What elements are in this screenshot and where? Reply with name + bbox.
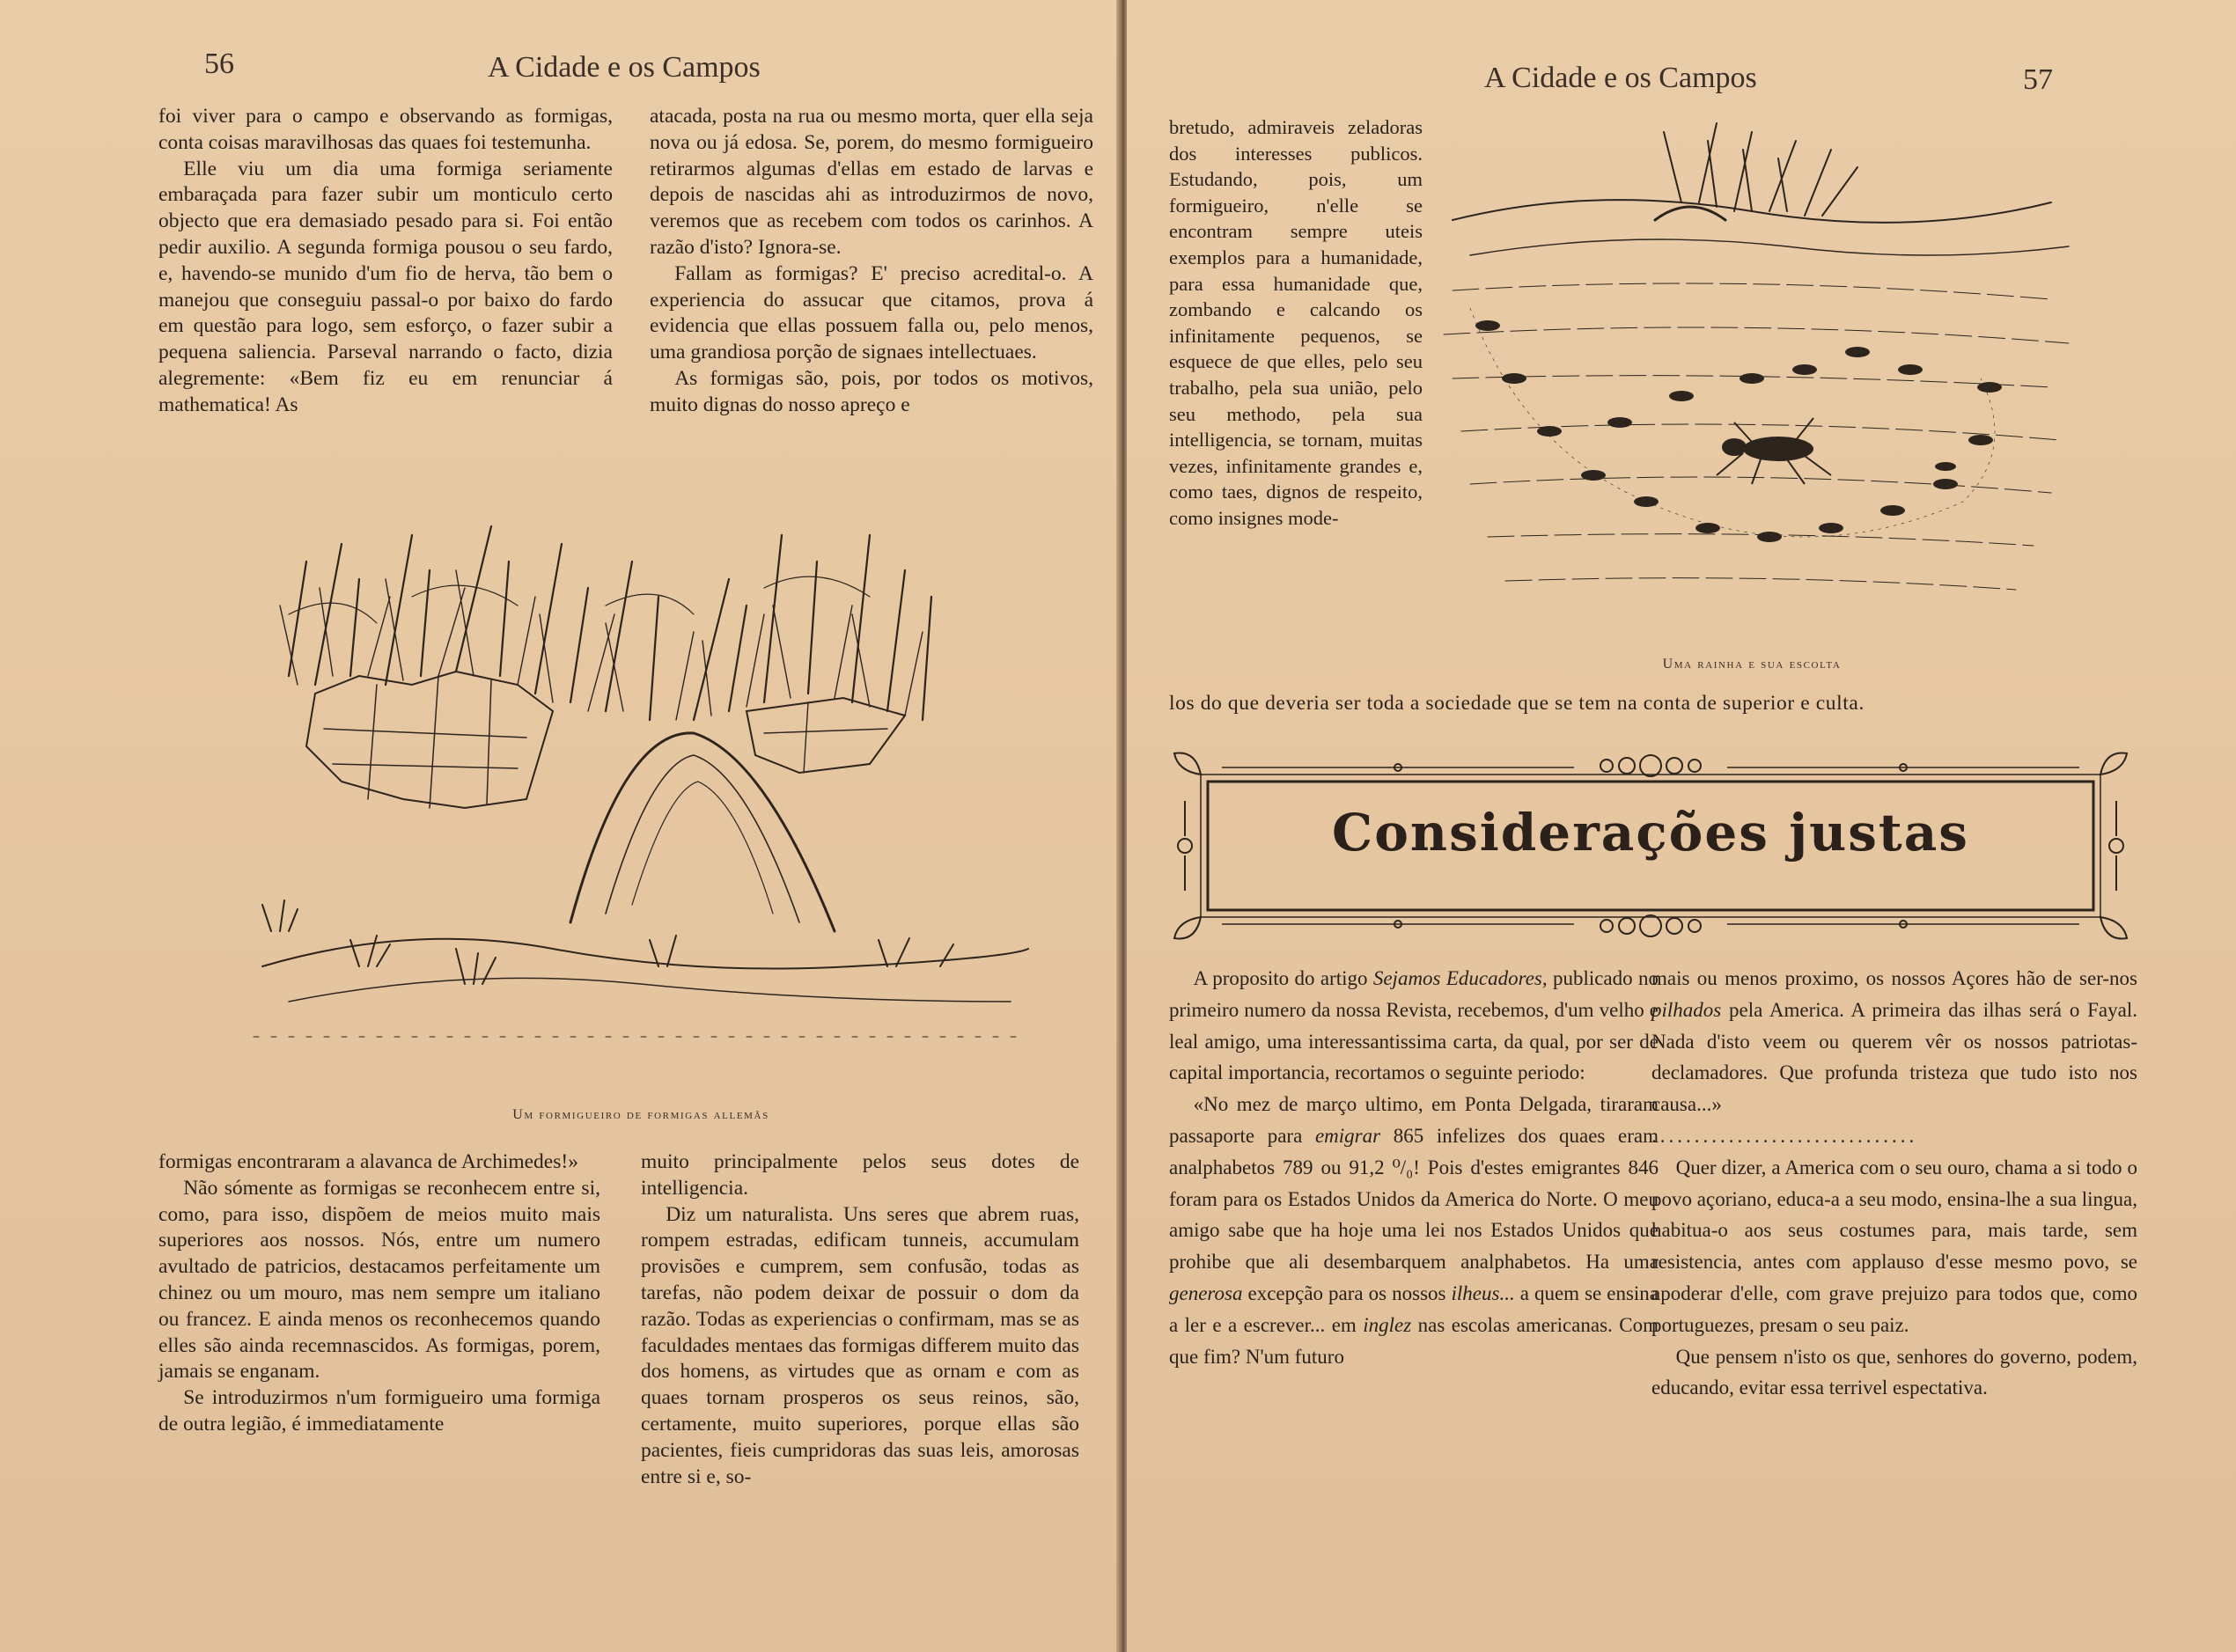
ant-queen-illustration [1417,114,2086,642]
italic-text: pilhados [1651,998,1722,1021]
paragraph: Fallam as formigas? E' preciso acredital-o. A experiencia do assucar que citamos, prova á evidencia que ellas possuem falla ou, pelo menos, uma grandiosa porção de signaes intellectuaes. [650,261,1093,364]
figure-caption: Uma rainha e sua escolta [1662,657,1842,672]
left-column-1-bottom [158,1149,600,1438]
paragraph [1169,963,1659,1089]
paragraph: muito principalmente pelos seus dotes de intelligencia. [641,1150,1079,1200]
right-page [1127,0,2236,1652]
paragraph: Que pensem n'isto os que, senhores do governo, podem, educando, evitar essa terrivel espectativa. [1651,1345,2137,1399]
page-number: 57 [2023,63,2053,96]
section-title-frame [1169,748,2132,943]
running-head: A Cidade e os Campos [1484,62,1757,94]
text: «No mez de março ultimo, em Ponta Delgada, tiraram passaporte para [1169,1093,1659,1147]
paragraph: atacada, posta na rua ou mesmo morta, quer ella seja nova ou já edosa. Se, porem, do mesmo formigueiro retirarmos algumas d'ellas em estado de larvas e depois de nascidas ahi as introduzirmos de novo, veremos que as recebem com todos os carinhos. A razão d'isto? Ignora-se. [650,105,1093,259]
paragraph [1169,1089,1659,1372]
paragraph [1651,963,2137,1120]
text: a quem se ensina a ler e a escrever... em [1169,1281,1659,1336]
italic-text: inglez [1363,1313,1412,1336]
section-title: Considerações justas [1332,803,1969,863]
paragraph: Se introduzirmos n'um formigueiro uma formiga de outra legião, é immediatamente [158,1386,600,1435]
text: 865 infelizes dos quaes eram analphabetos 789 ou 91,2 ⁰/₀! Pois d'estes emigrantes 846 foram para os Estados Unidos da America do Norte. O meu amigo sabe que ha hoje uma lei nos Estados Unidos que prohibe que ali desembarquem analphabetos. Ha uma [1169,1124,1659,1274]
paragraph: bretudo, admiraveis zeladoras dos interesses publicos. Estudando, pois, um formigueiro, n'elle se encontram sempre uteis exemplos para a humanidade, para essa humanidade que, zombando e calcando os infinitamente pequenos, se esquece de que elles, pelo seu trabalho, pela sua união, pelo seu methodo, pela sua intelligencia, se tornam, muitas vezes, infinitamente grandes e, como taes, dignos de respeito, como insignes mode- [1169,116,1423,529]
left-column-2-bottom [641,1149,1079,1490]
left-column-2-top [650,104,1093,419]
text: publicado no primeiro numero da nossa Revista, recebemos, d'um velho e leal amigo, uma interessantissima carta, da qual, por ser de capital importancia, recortamos o seguinte periodo: [1169,967,1659,1084]
paragraph: As formigas são, pois, por todos os motivos, muito dignas do nosso apreço e [650,366,1093,416]
paragraph: Quer dizer, a America com o seu ouro, chama a si todo o povo açoriano, educa-a a seu modo, ensina-lhe a sua lingua, habitua-o aos seus costumes para, mais tarde, sem resistencia, antes com applauso d'esse mesmo povo, se apoderar d'elle, com grave prejuizo para todos que, como portuguezes, presam o seu paiz. [1651,1156,2137,1336]
italic-text: generosa [1169,1281,1243,1304]
right-column-1 [1169,963,1659,1372]
paragraph: foi viver para o campo e observando as formigas, conta coisas maravilhosas das quaes foi testemunha. [158,105,613,154]
italic-text: Sejamos Educadores, [1372,967,1548,989]
text: pela America. A primeira das ilhas será o Fayal. Nada d'isto veem ou querem vêr os nossos patriotas-declamadores. Que profunda tristeza que tudo isto nos causa...» [1651,998,2137,1116]
text: excepção para os nossos [1242,1281,1452,1304]
paragraph: Não sómente as formigas se reconhecem entre si, como, para isso, dispõem de meios muito mais superiores aos nossos. Nós, entre um numero avultado de patricios, destacamos perfeitamente um chinez ou um mouro, mas nem sempre um italiano ou francez. E ainda menos os reconhecemos quando elles são ainda recemnascidos. As formigas, porem, jamais se enganam. [158,1176,600,1384]
paragraph: formigas encontraram a alavanca de Archimedes!» [158,1150,578,1173]
italic-text: ilheus... [1451,1281,1515,1304]
anthill-illustration [236,509,1046,1072]
narrow-column [1169,114,1423,532]
dotted-separator: ............................... [1651,1124,1918,1147]
figure-caption: Um formigueiro de formigas allemãs [512,1107,769,1122]
page-number: 56 [204,48,234,80]
paragraph: Diz um naturalista. Uns seres que abrem ruas, rompem estradas, edificam tunneis, accumulam provisões e cumprem, sem confusão, todas as tarefas, não podem deixar de possuir o dom da razão. Todas as experiencias o confirmam, mas se as faculdades mentaes das formigas differem muito das dos homens, as virtudes que as ornam e com as quaes tornam prosperos os seus reinos, são, certamente, muito superiores, porque ellas são pacientes, fieis cumpridoras das suas leis, amorosas entre si e, so- [641,1202,1079,1488]
left-column-1-top [158,104,613,419]
continuation-line: los do que deveria ser toda a sociedade que se tem na conta de superior e culta. [1169,692,1865,715]
text: nas escolas americanas. Com que fim? N'um futuro [1169,1313,1659,1368]
paragraph: Elle viu um dia uma formiga seriamente embaraçada para fazer subir um monticulo certo objecto que era demasiado pesado para si. Foi então pedir auxilio. A segunda formiga pousou o seu fardo, e, havendo-se munido d'um fio de herva, tão bem o manejou que conseguiu passal-o por baixo do fardo em questão para logo, sem esforço, o fazer subir a pequena saliencia. Parseval narrando o facto, dizia alegremente: «Bem fiz eu em renunciar á mathematica! As [158,157,613,416]
italic-text: emigrar [1314,1124,1381,1147]
running-head: A Cidade e os Campos [488,51,761,84]
right-column-2 [1651,963,2137,1404]
text: A proposito do artigo [1193,967,1373,989]
text: mais ou menos proximo, os nossos Açores hão de ser-nos [1651,967,2137,989]
